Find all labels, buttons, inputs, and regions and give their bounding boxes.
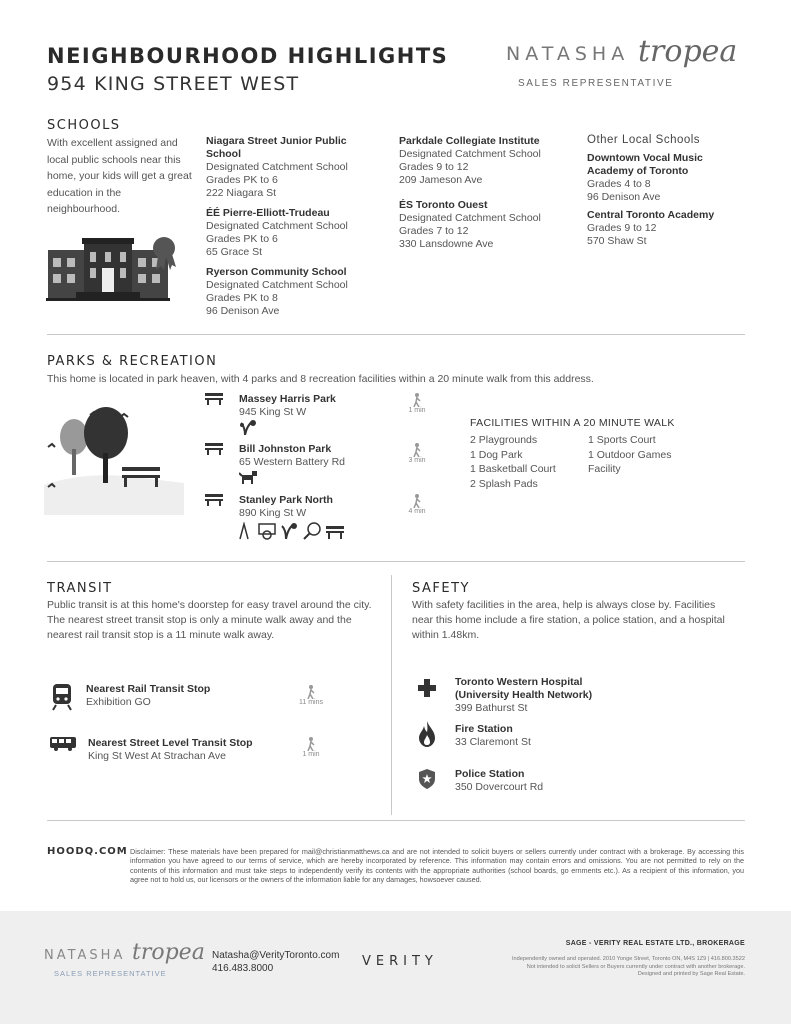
footer-brokerage: SAGE - VERITY REAL ESTATE LTD., BROKERAGE [565, 940, 745, 947]
footer-phone[interactable]: 416.483.8000 [212, 963, 274, 974]
walking-icon [400, 443, 434, 457]
school-parkdale: Parkdale Collegiate Institute Designated Catchment School Grades 9 to 12 209 Jameson Ave [399, 135, 541, 186]
page-address: 954 KING STREET WEST [47, 73, 300, 95]
facilities-heading: FACILITIES WITHIN A 20 MINUTE WALK [470, 417, 675, 429]
vertical-divider [391, 575, 392, 815]
facilities-left: 2 Playgrounds 1 Dog Park 1 Basketball Court 2 Splash Pads [470, 434, 556, 490]
school-central-toronto: Central Toronto Academy Grades 9 to 12 570 Shaw St [587, 209, 715, 247]
divider [47, 334, 745, 335]
fire-icon [419, 721, 435, 747]
walk-stanley: 4 min [400, 494, 434, 515]
footer-fineprint: Independently owned and operated. 2010 Yonge Street, Toronto ON, M4S 1Z9 | 416.800.3522 Not intended to solicit Sellers or Buyers currently under contract with another brokerage. Designed and printed by Sage Real Estate. [511, 956, 745, 978]
school-niagara: Niagara Street Junior Public School Designated Catchment School Grades PK to 6 222 Niagara St [206, 135, 348, 199]
page-title: NEIGHBOURHOOD HIGHLIGHTS [47, 44, 449, 68]
safety-heading: SAFETY [412, 581, 470, 596]
walking-icon [400, 494, 434, 508]
facilities-right: 1 Sports Court 1 Outdoor Games Facility [588, 434, 672, 475]
school-pierre-elliott: ÉÉ Pierre-Elliott-Trudeau Designated Catchment School Grades PK to 6 65 Grace St [206, 207, 348, 258]
street-transit-stop: Nearest Street Level Transit Stop King St West At Strachan Ave [88, 737, 253, 762]
park-stanley: Stanley Park North 890 King St W [239, 494, 333, 519]
footer-email[interactable]: Natasha@VerityToronto.com [212, 950, 340, 961]
school-downtown-vocal: Downtown Vocal Music Academy of Toronto Grades 4 to 8 96 Denison Ave [587, 152, 703, 203]
parks-intro: This home is located in park heaven, with 4 parks and 8 recreation facilities within a 20 minute walk from this address. [47, 373, 594, 385]
police-badge-icon [419, 769, 435, 789]
brand-logo: NATASHA tropea SALES REPRESENTATIVE [506, 34, 738, 89]
bus-icon [50, 737, 76, 751]
safety-fire-station: Fire Station 33 Claremont St [455, 723, 531, 748]
park-illustration-icon [44, 405, 186, 517]
bench-icon [205, 443, 223, 455]
school-ryerson: Ryerson Community School Designated Catchment School Grades PK to 8 96 Denison Ave [206, 266, 348, 317]
splash-pad-icon [239, 419, 259, 435]
schools-intro: With excellent assigned and local public schools near this home, your kids will get a great education in the neighbourhood. [47, 137, 192, 215]
walking-icon [294, 737, 328, 751]
train-icon [52, 683, 72, 711]
hospital-cross-icon [418, 679, 436, 697]
verity-logo: VERITY [362, 954, 438, 969]
school-toronto-ouest: ÉS Toronto Ouest Designated Catchment School Grades 7 to 12 330 Lansdowne Ave [399, 199, 541, 250]
parks-heading: PARKS & RECREATION [47, 354, 218, 369]
bench-icon [205, 393, 223, 405]
playground-icon [240, 524, 248, 539]
footer-brand-logo: NATASHA tropea SALES REPRESENTATIVE [44, 940, 205, 978]
park-massey-harris: Massey Harris Park 945 King St W [239, 393, 336, 418]
rail-transit-stop: Nearest Rail Transit Stop Exhibition GO [86, 683, 211, 708]
other-schools-heading: Other Local Schools [587, 134, 701, 146]
safety-hospital: Toronto Western Hospital (University Health Network) 399 Bathurst St [455, 676, 593, 714]
park-bill-johnston: Bill Johnston Park 65 Western Battery Rd [239, 443, 346, 468]
disclaimer-text: Disclaimer: These materials have been prepared for mail@christianmatthews.ca and are not intended to solicit buyers or sellers currently under contract with a brokerage. By accessing this information you have agreed to our terms of service, which are hereby incorporated by reference. This information may contain errors and omissions. You are not permitted to rely on the contents of this information and must take steps to independently verify its contents with the appropriate authorities (school boards, go ernments etc.). As a recipient of this information, you agree not to hold us, our licensors or the owners of the information liable for any damages, howsoever caused. [130, 847, 744, 885]
safety-police-station: Police Station 350 Dovercourt Rd [455, 768, 544, 793]
hoodq-link[interactable]: HOODQ.COM [47, 846, 128, 857]
divider [47, 561, 745, 562]
transit-heading: TRANSIT [47, 581, 113, 596]
dog-park-icon [239, 470, 257, 484]
school-building-icon [46, 236, 186, 302]
brand-role: SALES REPRESENTATIVE [518, 78, 674, 89]
walk-rail: 11 mins [294, 685, 328, 706]
safety-intro: With safety facilities in the area, help is always close by. Facilities near this home include a fire station, a police station, and a hospital within 1.48km. [412, 599, 725, 641]
walking-icon [294, 685, 328, 699]
stanley-facility-icons [238, 522, 346, 540]
bench-icon [205, 494, 223, 506]
schools-heading: SCHOOLS [47, 118, 121, 133]
divider [47, 820, 745, 821]
walk-bill-johnston: 3 min [400, 443, 434, 464]
walking-icon [400, 393, 434, 407]
walk-street: 1 min [294, 737, 328, 758]
walk-massey: 1 min [400, 393, 434, 414]
transit-intro: Public transit is at this home's doorstep for easy travel around the city. The nearest street transit stop is only a minute walk away and the nearest rail transit stop is a 11 minute walk away. [47, 599, 372, 641]
